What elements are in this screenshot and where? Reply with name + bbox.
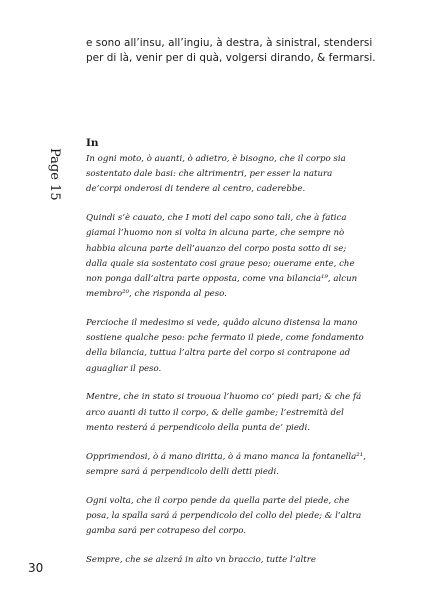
paragraph: Opprimendosi, ò á mano diritta, ò á mano manca la fontanella²¹, sempre sará á perpendicolo delli detti piedi.: [86, 451, 366, 477]
paragraph: Quindi s’è cauato, che I moti del capo sono tali, che à fatica giamai l’huomo non si volta in alcuna parte, che sempre nò habbia alcuna parte dell’auanzo del corpo posta sotto di se; dalla quale sia sostentato cosi graue peso; ouerame ente, che non ponga dall’altra parte opposta, come vna bilancia¹⁹, alcun membro²⁰, che risponda al peso.: [86, 213, 358, 300]
continued-paragraph: e sono all’insu, all’ingiu, à destra, à sinistral, stendersi per di là, venir per di quà, volgersi dirando, & fermarsi.: [86, 37, 376, 64]
paragraph: In ogni moto, ò auanti, ò adietro, è bisogno, che il corpo sia sostentato dale basi: che altrimentri, per esser la natura de’corpi onderosi di tendere al centro, caderebbe.: [86, 154, 346, 195]
body-text: [86, 152, 368, 582]
paragraph: Percioche il medesimo si vede, quâdo alcuno distensa la mano sostiene qualche peso: pche fermato il piede, come fondamento della bilancia, tuttua l’altra parte del corpo si contrapone ad aguagliar il peso.: [86, 318, 364, 374]
section-heading: In: [86, 137, 99, 149]
page-reference-label: Page 15: [47, 148, 62, 201]
paragraph: Ogni volta, che il corpo pende da quella parte del piede, che posa, la spalla sará á perpendicolo del collo del piede; & l’altra gamba sará per cotrapeso del corpo.: [86, 495, 362, 537]
paragraph: Mentre, che in stato si trououa l’huomo co’ piedi pari; & che fá arco auanti di tutto il corpo, & delle gambe; l’estremità del mento resterá á perpendicolo della punta de’ piedi.: [86, 392, 362, 433]
page-number: 30: [28, 561, 44, 575]
paragraph: Sempre, che se alzerá in alto vn braccio, tutte l’altre: [86, 554, 316, 565]
